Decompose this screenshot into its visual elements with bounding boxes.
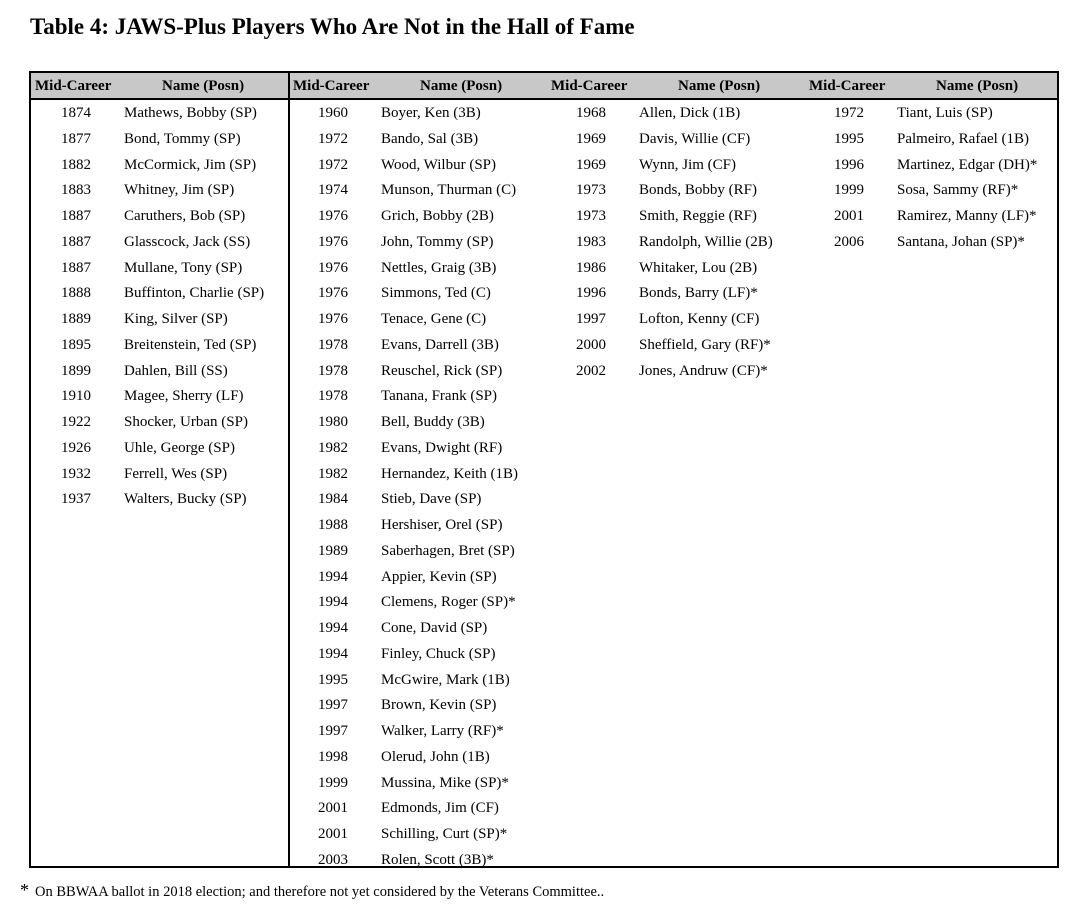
table-row: [31, 153, 288, 179]
mid-career-year: 1994: [318, 568, 348, 585]
column-group-4: [806, 73, 1059, 866]
mid-career-year: 1972: [318, 130, 348, 147]
mid-career-year: 1883: [61, 182, 91, 199]
player-name-posn: Randolph, Willie (2B): [639, 233, 773, 250]
player-name-posn: Smith, Reggie (RF): [639, 208, 757, 224]
player-name-posn: Whitaker, Lou (2B): [639, 259, 758, 276]
mid-career-year: 2002: [576, 362, 606, 379]
table-row: [290, 101, 548, 127]
mid-career-year: 2001: [834, 208, 864, 224]
table-row: [31, 462, 288, 488]
player-name-posn: Mussina, Mike (SP)*: [381, 774, 509, 791]
mid-career-year: 1984: [318, 491, 348, 508]
table-row: [290, 256, 548, 282]
mid-career-year: 1976: [318, 233, 348, 250]
player-name-posn: Ferrell, Wes (SP): [124, 465, 228, 482]
table-row: [31, 230, 288, 256]
table-row: [806, 178, 1059, 204]
mid-career-year: 1996: [834, 156, 864, 173]
mid-career-year: 1983: [576, 233, 606, 250]
table-row: [31, 204, 288, 230]
player-name-posn: Sheffield, Gary (RF)*: [639, 336, 771, 353]
mid-career-year: 1932: [61, 465, 91, 482]
player-name-posn: Allen, Dick (1B): [639, 105, 741, 121]
table-row: [290, 539, 548, 565]
mid-career-year: 1997: [318, 723, 348, 739]
table-row: [290, 230, 548, 256]
mid-career-year: 1874: [61, 105, 91, 121]
mid-career-year: 1980: [318, 414, 348, 430]
mid-career-year: 2001: [318, 826, 348, 842]
mid-career-year: 1895: [61, 336, 91, 353]
player-name-posn: Nettles, Graig (3B): [381, 259, 497, 276]
player-name-posn: Hershiser, Orel (SP): [381, 517, 503, 533]
column-rows: [31, 101, 288, 513]
table-row: [290, 642, 548, 668]
player-name-posn: Wood, Wilbur (SP): [381, 156, 496, 173]
table-row: [548, 101, 806, 127]
player-name-posn: McCormick, Jim (SP): [124, 156, 257, 173]
mid-career-year: 1995: [834, 130, 864, 147]
mid-career-year: 1976: [318, 259, 348, 276]
player-name-posn: Uhle, George (SP): [124, 439, 235, 456]
mid-career-year: 1887: [61, 208, 91, 224]
mid-career-year: 1976: [318, 208, 348, 224]
player-name-posn: Appier, Kevin (SP): [381, 568, 497, 585]
player-name-posn: Bell, Buddy (3B): [381, 414, 485, 430]
player-name-posn: Tanana, Frank (SP): [381, 388, 498, 405]
header-mid-career: Mid-Career: [551, 78, 628, 94]
player-name-posn: Magee, Sherry (LF): [124, 388, 244, 405]
player-name-posn: Tenace, Gene (C): [381, 311, 487, 327]
footnote: [20, 880, 605, 905]
player-name-posn: Davis, Willie (CF): [639, 130, 751, 147]
table-row: [290, 333, 548, 359]
table-row: [31, 410, 288, 436]
table-row: [290, 565, 548, 591]
mid-career-year: 1889: [61, 311, 91, 327]
player-name-posn: Tiant, Luis (SP): [897, 105, 993, 121]
mid-career-year: 1969: [576, 130, 606, 147]
player-name-posn: Finley, Chuck (SP): [381, 645, 496, 662]
header-name-posn: Name (Posn): [936, 78, 1019, 94]
player-name-posn: Buffinton, Charlie (SP): [124, 285, 265, 302]
player-name-posn: Bond, Tommy (SP): [124, 130, 241, 147]
player-name-posn: Reuschel, Rick (SP): [381, 362, 503, 379]
mid-career-year: 1986: [576, 259, 606, 276]
mid-career-year: 2006: [834, 233, 864, 250]
table-row: [548, 204, 806, 230]
mid-career-year: 2000: [576, 336, 606, 353]
mid-career-year: 1887: [61, 259, 91, 276]
mid-career-year: 1978: [318, 336, 348, 353]
player-name-posn: King, Silver (SP): [124, 311, 228, 327]
mid-career-year: 1972: [834, 105, 864, 121]
mid-career-year: 1973: [576, 208, 606, 224]
player-name-posn: Bonds, Bobby (RF): [639, 182, 757, 199]
mid-career-year: 1960: [318, 105, 348, 121]
footnote-marker: *: [20, 880, 29, 900]
mid-career-year: 1978: [318, 388, 348, 405]
table-row: [290, 487, 548, 513]
header-mid-career: Mid-Career: [35, 78, 112, 94]
player-name-posn: Hernandez, Keith (1B): [381, 465, 519, 482]
player-name-posn: Munson, Thurman (C): [381, 182, 517, 199]
table-row: [290, 668, 548, 694]
mid-career-year: 1994: [318, 594, 348, 611]
table-row: [290, 848, 548, 874]
mid-career-year: 1877: [61, 130, 91, 147]
header-name-posn: Name (Posn): [678, 78, 761, 94]
mid-career-year: 1972: [318, 156, 348, 173]
table-row: [548, 153, 806, 179]
table-row: [290, 436, 548, 462]
player-name-posn: Bonds, Barry (LF)*: [639, 285, 758, 302]
player-name-posn: Shocker, Urban (SP): [124, 414, 248, 430]
header-name-posn: Name (Posn): [162, 78, 245, 94]
table-row: [548, 359, 806, 385]
player-name-posn: Breitenstein, Ted (SP): [124, 336, 257, 353]
player-name-posn: Caruthers, Bob (SP): [124, 208, 246, 224]
mid-career-year: 1994: [318, 645, 348, 662]
player-name-posn: John, Tommy (SP): [381, 233, 494, 250]
player-name-posn: Ramirez, Manny (LF)*: [897, 208, 1037, 224]
mid-career-year: 1937: [61, 491, 91, 508]
table-title: Table 4: JAWS-Plus Players Who Are Not in the Hall of Fame: [30, 14, 635, 39]
table-row: [548, 281, 806, 307]
table-row: [548, 256, 806, 282]
player-name-posn: Glasscock, Jack (SS): [124, 233, 251, 250]
mid-career-year: 2001: [318, 800, 348, 817]
player-name-posn: Walker, Larry (RF)*: [381, 723, 504, 739]
table-row: [31, 281, 288, 307]
mid-career-year: 1996: [576, 285, 606, 302]
player-name-posn: Saberhagen, Bret (SP): [381, 542, 515, 559]
mid-career-year: 1968: [576, 105, 606, 121]
table-row: [548, 230, 806, 256]
mid-career-year: 1887: [61, 233, 91, 250]
table-row: [31, 384, 288, 410]
table-row: [290, 384, 548, 410]
table-row: [548, 127, 806, 153]
table-row: [806, 230, 1059, 256]
player-name-posn: Whitney, Jim (SP): [124, 182, 235, 199]
player-name-posn: Clemens, Roger (SP)*: [381, 594, 516, 611]
mid-career-year: 1922: [61, 414, 91, 430]
mid-career-year: 1982: [318, 465, 348, 482]
player-name-posn: Simmons, Ted (C): [381, 285, 491, 302]
player-name-posn: Mullane, Tony (SP): [124, 259, 243, 276]
player-name-posn: Grich, Bobby (2B): [381, 208, 494, 224]
mid-career-year: 1999: [834, 182, 864, 199]
player-name-posn: Schilling, Curt (SP)*: [381, 826, 508, 842]
header-mid-career: Mid-Career: [809, 78, 886, 94]
player-name-posn: Edmonds, Jim (CF): [381, 800, 499, 817]
mid-career-year: 1926: [61, 439, 91, 456]
table-row: [290, 410, 548, 436]
table-row: [31, 487, 288, 513]
table-row: [290, 307, 548, 333]
mid-career-year: 1976: [318, 311, 348, 327]
mid-career-year: 2003: [318, 851, 348, 868]
mid-career-year: 1899: [61, 362, 91, 379]
table-row: [290, 513, 548, 539]
table-row: [290, 178, 548, 204]
column-group-3: [548, 73, 806, 866]
table-row: [548, 178, 806, 204]
table-row: [290, 281, 548, 307]
player-name-posn: Martinez, Edgar (DH)*: [897, 156, 1038, 173]
player-name-posn: Jones, Andruw (CF)*: [639, 362, 768, 379]
table-row: [31, 178, 288, 204]
table-row: [290, 693, 548, 719]
table-row: [290, 153, 548, 179]
mid-career-year: 1988: [318, 517, 348, 533]
table-row: [290, 771, 548, 797]
player-name-posn: Boyer, Ken (3B): [381, 105, 481, 121]
table-row: [806, 127, 1059, 153]
table-row: [31, 256, 288, 282]
mid-career-year: 1969: [576, 156, 606, 173]
player-name-posn: Evans, Darrell (3B): [381, 336, 499, 353]
player-name-posn: Lofton, Kenny (CF): [639, 311, 760, 327]
player-name-posn: Olerud, John (1B): [381, 748, 490, 765]
table-row: [31, 333, 288, 359]
table-row: [290, 616, 548, 642]
mid-career-year: 1997: [318, 697, 348, 714]
players-table: [29, 71, 1059, 868]
player-name-posn: Mathews, Bobby (SP): [124, 105, 257, 121]
mid-career-year: 1998: [318, 748, 348, 765]
column-group-1: [31, 73, 288, 866]
table-row: [290, 127, 548, 153]
table-row: [31, 359, 288, 385]
mid-career-year: 1910: [61, 388, 91, 405]
table-row: [31, 101, 288, 127]
table-row: [548, 333, 806, 359]
table-row: [806, 153, 1059, 179]
player-name-posn: Brown, Kevin (SP): [381, 697, 497, 714]
mid-career-year: 1997: [576, 311, 606, 327]
player-name-posn: Palmeiro, Rafael (1B): [897, 130, 1030, 147]
player-name-posn: Bando, Sal (3B): [381, 130, 479, 147]
mid-career-year: 1888: [61, 285, 91, 302]
table-row: [290, 745, 548, 771]
player-name-posn: McGwire, Mark (1B): [381, 671, 510, 688]
table-row: [290, 359, 548, 385]
header-mid-career: Mid-Career: [293, 78, 370, 94]
mid-career-year: 1973: [576, 182, 606, 199]
table-row: [290, 822, 548, 848]
mid-career-year: 1974: [318, 182, 348, 199]
footnote-text: On BBWAA ballot in 2018 election; and therefore not yet considered by the Veterans Committee..: [35, 884, 605, 900]
player-name-posn: Walters, Bucky (SP): [124, 491, 247, 508]
table-row: [31, 127, 288, 153]
player-name-posn: Dahlen, Bill (SS): [124, 362, 228, 379]
table-row: [290, 719, 548, 745]
player-name-posn: Cone, David (SP): [381, 620, 488, 636]
column-group-2: [290, 73, 548, 866]
player-name-posn: Sosa, Sammy (RF)*: [897, 182, 1019, 199]
table-row: [806, 101, 1059, 127]
table-row: [548, 307, 806, 333]
player-name-posn: Santana, Johan (SP)*: [897, 233, 1025, 250]
table-row: [290, 462, 548, 488]
player-name-posn: Wynn, Jim (CF): [639, 156, 737, 173]
player-name-posn: Evans, Dwight (RF): [381, 439, 503, 456]
column-rows: [290, 101, 548, 874]
header-name-posn: Name (Posn): [420, 78, 503, 94]
mid-career-year: 1999: [318, 774, 348, 791]
column-rows: [548, 101, 806, 384]
mid-career-year: 1976: [318, 285, 348, 302]
table-row: [806, 204, 1059, 230]
mid-career-year: 1978: [318, 362, 348, 379]
mid-career-year: 1989: [318, 542, 348, 559]
column-rows: [806, 101, 1059, 256]
mid-career-year: 1882: [61, 156, 91, 173]
table-row: [31, 307, 288, 333]
player-name-posn: Rolen, Scott (3B)*: [381, 851, 494, 868]
table-row: [31, 436, 288, 462]
mid-career-year: 1994: [318, 620, 348, 636]
table-row: [290, 204, 548, 230]
table-row: [290, 590, 548, 616]
mid-career-year: 1995: [318, 671, 348, 688]
player-name-posn: Stieb, Dave (SP): [381, 491, 482, 508]
mid-career-year: 1982: [318, 439, 348, 456]
table-row: [290, 796, 548, 822]
